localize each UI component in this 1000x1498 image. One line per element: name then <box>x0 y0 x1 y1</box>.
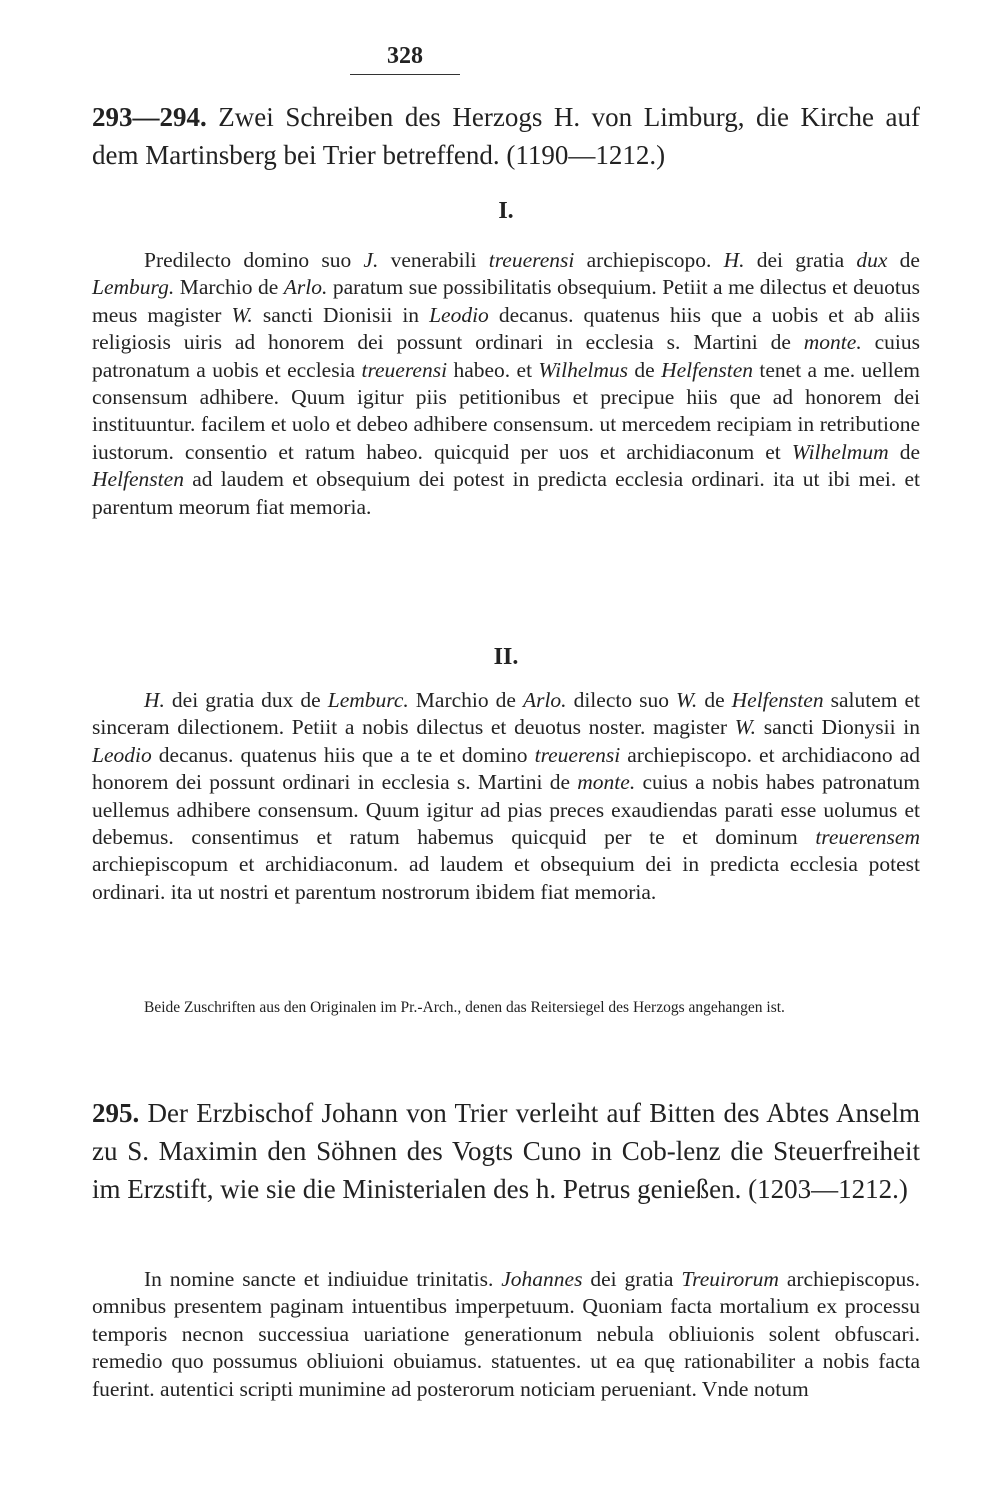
section-date: (1203—1212.) <box>748 1174 908 1204</box>
person-name: Wilhelmus <box>538 357 629 382</box>
place-name: treuerensi <box>488 248 575 272</box>
person-name: H. <box>723 248 745 272</box>
section-number: 295. <box>92 1098 140 1128</box>
place-name: monte. <box>577 770 636 795</box>
section-title: Der Erzbischof Johann von Trier verleiht auf Bitten des Abtes Anselm zu S. Maximin den Söhnen des Vogts Cuno in Cob-lenz die Steuerfreiheit im Erzstift, wie sie die Ministerialen des h. Petrus genießen. <box>92 1098 921 1204</box>
text-run: paratum sue possibilitatis obsequium. Petiit a me dilectus et deuotus meus magister <box>92 275 920 327</box>
title-word: dux <box>856 248 888 272</box>
place-name: Lemburc. <box>327 688 409 712</box>
text-run: archiepiscopo. et archidiacono ad honorem dei possunt ordinari in ecclesia s. Martini de <box>92 742 920 795</box>
text-run: In nomine sancte et indiuidue trinitatis. <box>144 1267 502 1291</box>
place-name: Helfensten <box>92 467 184 492</box>
place-name: Arlo. <box>283 275 328 300</box>
place-name: treuerensi <box>361 357 448 382</box>
text-run: decanus. quatenus hiis que a te et domino <box>151 742 535 767</box>
person-name: Wilhelmum <box>791 439 889 464</box>
text-run: dilecto suo <box>566 688 676 712</box>
text-run: de <box>628 357 662 382</box>
place-name: Leodio <box>92 742 152 767</box>
text-run: cuius a nobis habes patronatum uellemus adhibere consensum. Quum igitur ad pias preces exaudiendas parati esse uolumus et debemus. consentimus et ratum habemus quicquid per te et dominum <box>92 770 920 850</box>
section-date: (1190—1212.) <box>506 140 666 170</box>
place-name: Leodio <box>429 302 489 327</box>
person-name: J. <box>363 248 379 272</box>
text-run: de <box>887 248 920 272</box>
text-run: salutem et sinceram dilectionem. Petiit a nobis dilectus et deuotus noster. magister <box>92 688 920 740</box>
text-run: decanus. quatenus hiis que a uobis et ab aliis religiosis uiris ad honorem dei possunt ordinari in ecclesia s. Martini de <box>92 302 920 355</box>
charter-text-295 <box>92 1266 920 1403</box>
place-name: treuerensi <box>534 742 621 767</box>
text-run: venerabili <box>378 248 489 272</box>
person-name: W. <box>675 688 698 712</box>
text-run: de <box>697 688 732 712</box>
text-run: dei gratia <box>744 248 857 272</box>
text-run: habeo. et <box>447 357 539 382</box>
place-name: Treuirorum <box>681 1267 779 1291</box>
person-name: W. <box>734 715 757 740</box>
text-run: archiepiscopo. <box>574 248 724 272</box>
text-run: sancti Dionysii in <box>756 715 920 740</box>
text-run: cuius patronatum a uobis et ecclesia <box>92 330 920 382</box>
person-name: Johannes <box>501 1267 583 1291</box>
person-name: H. <box>144 688 165 712</box>
text-run: ad laudem et obsequium dei potest in predicta ecclesia ordinari. ita ut ibi mei. et parentum meorum fiat memoria. <box>92 467 920 519</box>
charter-numeral-i: I. <box>498 198 514 224</box>
section-heading-293 <box>92 98 920 174</box>
place-name: Helfensten <box>661 357 754 382</box>
text-run: archiepiscopum et archidiaconum. ad laudem et obsequium dei in predicta ecclesia potest ordinari. ita ut nostri et parentum nostrorum ibidem fiat memoria. <box>92 852 920 904</box>
text-run: Marchio de <box>174 275 284 300</box>
place-name: treuerensem <box>815 825 920 850</box>
footnote: Beide Zuschriften aus den Originalen im Pr.-Arch., denen das Reitersiegel des Herzogs angehangen ist. <box>144 999 785 1016</box>
section-heading-295 <box>92 1094 920 1208</box>
text-run: de <box>888 439 920 464</box>
text-run: dei gratia <box>582 1267 682 1291</box>
text-run: dei gratia dux de <box>164 688 328 712</box>
section-title: Zwei Schreiben des Herzogs H. von Limburg, die Kirche auf dem Martinsberg bei Trier betreffend. <box>92 102 921 170</box>
text-run: tenet a me. uellem consensum adhibere. Quum igitur piis petitionibus et precipue hiis que ad honorem dei instituuntur. facilem et uolo et debeo adhibere consensum. ut mercedem recipiam in retributione iustorum. consentio et ratum habeo. quicquid per uos et archidiaconum et <box>92 357 920 464</box>
place-name: Helfensten <box>731 688 824 712</box>
place-name: Arlo. <box>522 688 567 712</box>
text-run: Marchio de <box>408 688 523 712</box>
page-number: 328 <box>350 40 460 75</box>
section-number: 293—294. <box>92 102 207 132</box>
charter-text-ii <box>92 687 920 906</box>
place-name: monte. <box>803 330 862 355</box>
text-run: sancti Dionisii in <box>252 302 430 327</box>
charter-numeral-ii: II. <box>493 644 519 670</box>
text-run: Predilecto domino suo <box>144 248 364 272</box>
place-name: Lemburg. <box>92 275 175 300</box>
charter-text-i <box>92 247 920 521</box>
person-name: W. <box>231 302 253 327</box>
text-run: archiepiscopus. omnibus presentem paginam intuentibus imperpetuum. Quoniam facta mortalium ex processu temporis necnon successiua uariatione generationum nebula obliuionis solent obfuscari. remedio quo possumus obliuioni obuiamus. statuentes. ut ea quę rationabiliter a nobis facta fuerint. autentici scripti munimine ad posterorum noticiam perueniant. Vnde notum <box>92 1267 920 1401</box>
